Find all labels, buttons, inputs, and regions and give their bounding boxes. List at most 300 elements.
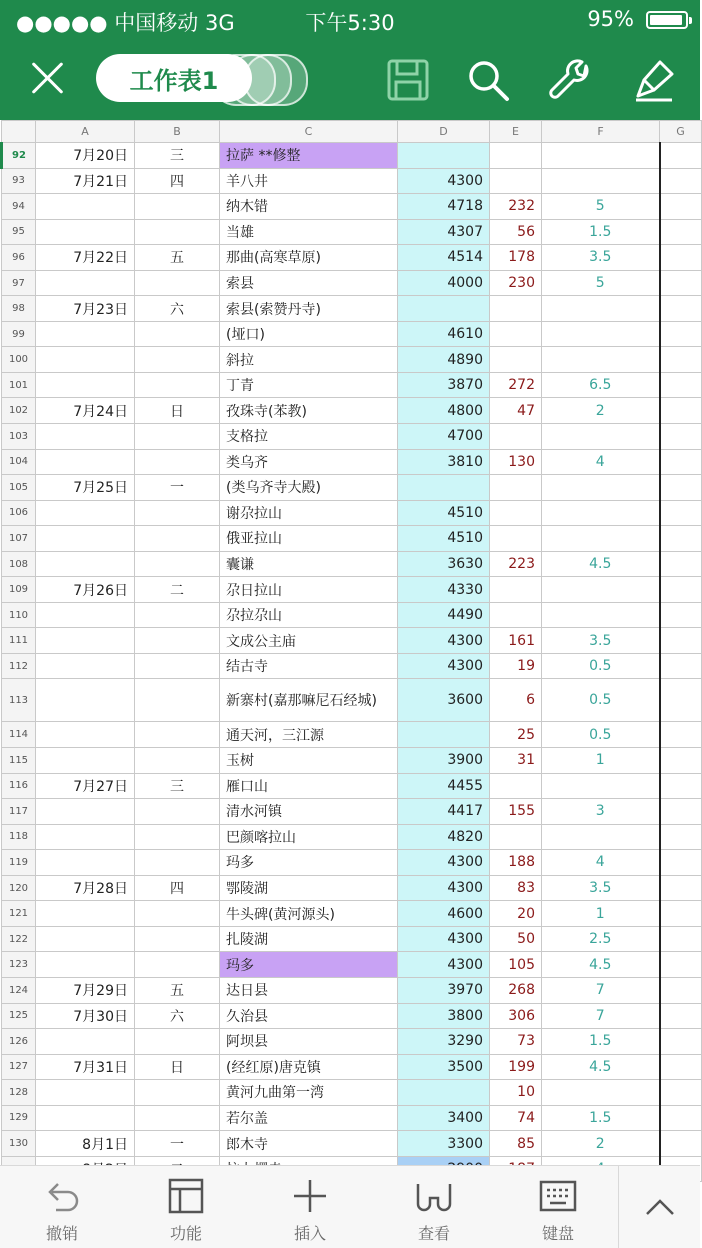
cell-e[interactable]: 230 [490,270,542,296]
cell-f[interactable] [542,500,660,526]
cell-b[interactable]: 一 [135,1131,220,1157]
cell-f[interactable]: 2 [542,398,660,424]
cell-g[interactable] [660,1105,702,1131]
cell-a[interactable]: 7月30日 [36,1003,135,1029]
row-number[interactable]: 126 [2,1029,36,1055]
cell-g[interactable] [660,449,702,475]
cell-e[interactable] [490,526,542,552]
cell-f[interactable]: 6.5 [542,372,660,398]
cell-f[interactable]: 4.5 [542,952,660,978]
cell-e[interactable] [490,143,542,169]
cell-e[interactable]: 83 [490,875,542,901]
row-number[interactable]: 107 [2,526,36,552]
cell-b[interactable]: 三 [135,143,220,169]
cell-d[interactable]: 4514 [398,245,490,271]
cell-f[interactable] [542,602,660,628]
cell-c[interactable]: 俄亚拉山 [220,526,398,552]
row-number[interactable]: 102 [2,398,36,424]
cell-c[interactable]: 支格拉 [220,424,398,450]
cell-f[interactable]: 7 [542,977,660,1003]
cell-f[interactable]: 0.5 [542,653,660,679]
cell-g[interactable] [660,475,702,501]
cell-g[interactable] [660,424,702,450]
cell-d[interactable]: 4718 [398,194,490,220]
row-number[interactable]: 128 [2,1080,36,1106]
search-icon[interactable] [464,56,512,104]
cell-d[interactable]: 4330 [398,577,490,603]
cell-f[interactable]: 5 [542,194,660,220]
cell-f[interactable] [542,347,660,373]
cell-c[interactable]: 玛多 [220,952,398,978]
cell-c[interactable]: 玉树 [220,748,398,774]
cell-e[interactable]: 232 [490,194,542,220]
cell-g[interactable] [660,602,702,628]
cell-b[interactable] [135,372,220,398]
cell-e[interactable]: 31 [490,748,542,774]
cell-b[interactable]: 一 [135,475,220,501]
cell-g[interactable] [660,347,702,373]
cell-a[interactable] [36,926,135,952]
row-number[interactable]: 118 [2,824,36,850]
cell-a[interactable] [36,551,135,577]
cell-c[interactable]: 文成公主庙 [220,628,398,654]
functions-button[interactable] [124,1166,248,1248]
cell-g[interactable] [660,1054,702,1080]
row-number[interactable]: 127 [2,1054,36,1080]
row-number[interactable]: 92 [2,143,36,169]
cell-b[interactable] [135,799,220,825]
cell-g[interactable] [660,773,702,799]
row-number[interactable]: 124 [2,977,36,1003]
cell-e[interactable]: 268 [490,977,542,1003]
row-number[interactable]: 130 [2,1131,36,1157]
cell-d[interactable]: 3400 [398,1105,490,1131]
cell-f[interactable]: 3.5 [542,875,660,901]
cell-f[interactable] [542,526,660,552]
cell-a[interactable] [36,901,135,927]
cell-g[interactable] [660,1029,702,1055]
cell-b[interactable] [135,500,220,526]
row-number[interactable]: 109 [2,577,36,603]
cell-a[interactable] [36,679,135,722]
cell-e[interactable]: 161 [490,628,542,654]
cell-b[interactable]: 日 [135,398,220,424]
cell-c[interactable]: 巴颜喀拉山 [220,824,398,850]
cell-f[interactable] [542,424,660,450]
format-brush-icon[interactable] [630,56,678,104]
cell-e[interactable]: 188 [490,850,542,876]
row-number[interactable]: 104 [2,449,36,475]
cell-b[interactable] [135,952,220,978]
cell-e[interactable]: 130 [490,449,542,475]
cell-c[interactable]: 拉萨 **修整 [220,143,398,169]
cell-c[interactable]: 达日县 [220,977,398,1003]
cell-b[interactable] [135,628,220,654]
cell-b[interactable] [135,194,220,220]
cell-d[interactable] [398,296,490,322]
cell-c[interactable]: 玛多 [220,850,398,876]
cell-f[interactable]: 1.5 [542,1029,660,1055]
cell-c[interactable]: 郎木寺 [220,1131,398,1157]
insert-button[interactable] [248,1166,372,1248]
cell-e[interactable] [490,824,542,850]
cell-c[interactable]: 当雄 [220,219,398,245]
cell-b[interactable]: 五 [135,245,220,271]
cell-c[interactable]: 索县 [220,270,398,296]
cell-b[interactable] [135,449,220,475]
row-number[interactable]: 123 [2,952,36,978]
expand-up-button[interactable] [618,1166,701,1248]
row-number[interactable]: 108 [2,551,36,577]
cell-b[interactable] [135,824,220,850]
cell-f[interactable] [542,824,660,850]
row-number[interactable]: 105 [2,475,36,501]
cell-a[interactable] [36,850,135,876]
cell-e[interactable]: 85 [490,1131,542,1157]
cell-f[interactable] [542,475,660,501]
undo-button[interactable] [0,1166,124,1248]
cell-f[interactable] [542,773,660,799]
cell-a[interactable] [36,1105,135,1131]
cell-e[interactable]: 50 [490,926,542,952]
cell-f[interactable]: 0.5 [542,722,660,748]
cell-a[interactable]: 7月31日 [36,1054,135,1080]
cell-a[interactable] [36,424,135,450]
cell-d[interactable]: 3970 [398,977,490,1003]
cell-d[interactable]: 4600 [398,901,490,927]
cell-f[interactable] [542,168,660,194]
cell-g[interactable] [660,1131,702,1157]
cell-e[interactable]: 47 [490,398,542,424]
cell-a[interactable] [36,748,135,774]
cell-f[interactable]: 7 [542,1003,660,1029]
row-number[interactable]: 117 [2,799,36,825]
cell-c[interactable]: 斜拉 [220,347,398,373]
cell-a[interactable]: 7月26日 [36,577,135,603]
cell-e[interactable] [490,296,542,322]
cell-c[interactable]: 类乌齐 [220,449,398,475]
cell-f[interactable] [542,321,660,347]
cell-g[interactable] [660,551,702,577]
cell-e[interactable] [490,577,542,603]
cell-a[interactable] [36,653,135,679]
cell-d[interactable]: 4300 [398,875,490,901]
cell-c[interactable]: 雁口山 [220,773,398,799]
row-number[interactable]: 112 [2,653,36,679]
cell-g[interactable] [660,926,702,952]
cell-b[interactable]: 四 [135,875,220,901]
cell-a[interactable] [36,1029,135,1055]
cell-e[interactable]: 20 [490,901,542,927]
cell-d[interactable] [398,722,490,748]
cell-c[interactable]: 谢尕拉山 [220,500,398,526]
cell-f[interactable] [542,1080,660,1106]
column-header[interactable]: A [36,121,135,143]
cell-d[interactable]: 3800 [398,1003,490,1029]
row-number[interactable]: 101 [2,372,36,398]
cell-g[interactable] [660,398,702,424]
cell-c[interactable]: 索县(索赞丹寺) [220,296,398,322]
cell-b[interactable]: 二 [135,577,220,603]
spreadsheet-grid[interactable] [0,120,700,1165]
cell-e[interactable]: 73 [490,1029,542,1055]
column-header[interactable]: G [660,121,702,143]
corner-cell[interactable] [2,121,36,143]
row-number[interactable]: 129 [2,1105,36,1131]
column-header[interactable]: F [542,121,660,143]
cell-g[interactable] [660,296,702,322]
row-number[interactable]: 114 [2,722,36,748]
row-number[interactable]: 120 [2,875,36,901]
cell-g[interactable] [660,952,702,978]
cell-d[interactable]: 4300 [398,168,490,194]
cell-f[interactable]: 1.5 [542,219,660,245]
cell-f[interactable] [542,143,660,169]
cell-f[interactable]: 4.5 [542,551,660,577]
column-header[interactable]: E [490,121,542,143]
cell-e[interactable] [490,773,542,799]
cell-e[interactable]: 178 [490,245,542,271]
cell-b[interactable]: 三 [135,773,220,799]
cell-f[interactable]: 2 [542,1131,660,1157]
cell-c[interactable]: 孜珠寺(苯教) [220,398,398,424]
cell-g[interactable] [660,653,702,679]
cell-a[interactable] [36,500,135,526]
cell-e[interactable]: 223 [490,551,542,577]
cell-a[interactable] [36,722,135,748]
cell-f[interactable] [542,296,660,322]
cell-a[interactable] [36,270,135,296]
cell-g[interactable] [660,372,702,398]
cell-b[interactable] [135,653,220,679]
cell-d[interactable]: 3810 [398,449,490,475]
cell-g[interactable] [660,850,702,876]
cell-c[interactable]: 尕拉尕山 [220,602,398,628]
row-number[interactable]: 111 [2,628,36,654]
cell-e[interactable]: 25 [490,722,542,748]
cell-a[interactable] [36,628,135,654]
cell-c[interactable]: 久治县 [220,1003,398,1029]
cell-e[interactable]: 155 [490,799,542,825]
cell-d[interactable] [398,475,490,501]
cell-d[interactable]: 4890 [398,347,490,373]
cell-c[interactable]: 黄河九曲第一湾 [220,1080,398,1106]
sheet-switcher[interactable] [96,54,286,104]
view-button[interactable] [372,1166,496,1248]
cell-c[interactable]: 扎陵湖 [220,926,398,952]
cell-g[interactable] [660,526,702,552]
cell-a[interactable] [36,824,135,850]
cell-a[interactable] [36,799,135,825]
cell-b[interactable] [135,1029,220,1055]
cell-e[interactable]: 74 [490,1105,542,1131]
cell-f[interactable]: 3.5 [542,628,660,654]
cell-f[interactable] [542,577,660,603]
row-number[interactable]: 110 [2,602,36,628]
close-icon[interactable] [30,60,66,96]
cell-a[interactable] [36,194,135,220]
cell-f[interactable]: 1 [542,901,660,927]
row-number[interactable]: 115 [2,748,36,774]
cell-a[interactable]: 7月23日 [36,296,135,322]
cell-c[interactable]: 通天河，三江源 [220,722,398,748]
cell-b[interactable] [135,1105,220,1131]
cell-a[interactable]: 7月28日 [36,875,135,901]
cell-a[interactable] [36,347,135,373]
cell-b[interactable] [135,321,220,347]
cell-d[interactable]: 4307 [398,219,490,245]
row-number[interactable]: 116 [2,773,36,799]
cell-e[interactable]: 105 [490,952,542,978]
cell-g[interactable] [660,722,702,748]
cell-b[interactable] [135,901,220,927]
cell-e[interactable] [490,602,542,628]
column-header[interactable]: B [135,121,220,143]
cell-e[interactable]: 56 [490,219,542,245]
row-number[interactable]: 95 [2,219,36,245]
wrench-icon[interactable] [546,56,594,104]
cell-e[interactable] [490,168,542,194]
cell-c[interactable]: 囊谦 [220,551,398,577]
cell-b[interactable] [135,270,220,296]
cell-a[interactable]: 7月21日 [36,168,135,194]
cell-b[interactable]: 五 [135,977,220,1003]
column-header[interactable]: C [220,121,398,143]
cell-g[interactable] [660,577,702,603]
cell-d[interactable]: 3300 [398,1131,490,1157]
cell-b[interactable] [135,679,220,722]
cell-b[interactable]: 六 [135,1003,220,1029]
cell-c[interactable]: 若尔盖 [220,1105,398,1131]
cell-f[interactable]: 4 [542,449,660,475]
cell-a[interactable] [36,602,135,628]
cell-e[interactable]: 19 [490,653,542,679]
row-number[interactable]: 99 [2,321,36,347]
cell-e[interactable] [490,500,542,526]
cell-b[interactable] [135,602,220,628]
column-header[interactable]: D [398,121,490,143]
row-number[interactable]: 94 [2,194,36,220]
cell-b[interactable]: 四 [135,168,220,194]
cell-g[interactable] [660,748,702,774]
cell-d[interactable]: 4610 [398,321,490,347]
cell-d[interactable] [398,1080,490,1106]
row-number[interactable]: 103 [2,424,36,450]
cell-e[interactable]: 199 [490,1054,542,1080]
cell-d[interactable]: 4490 [398,602,490,628]
cell-c[interactable]: 丁青 [220,372,398,398]
cell-d[interactable]: 4510 [398,526,490,552]
cell-f[interactable]: 1 [542,748,660,774]
row-number[interactable]: 98 [2,296,36,322]
save-icon[interactable] [384,56,432,104]
cell-d[interactable]: 3600 [398,679,490,722]
cell-b[interactable] [135,551,220,577]
cell-f[interactable]: 4 [542,850,660,876]
cell-c[interactable]: (类乌齐寺大殿) [220,475,398,501]
cell-a[interactable]: 8月1日 [36,1131,135,1157]
cell-a[interactable]: 7月29日 [36,977,135,1003]
cell-b[interactable] [135,722,220,748]
cell-d[interactable] [398,143,490,169]
cell-g[interactable] [660,977,702,1003]
cell-c[interactable]: 结古寺 [220,653,398,679]
cell-b[interactable] [135,1080,220,1106]
cell-a[interactable] [36,321,135,347]
cell-a[interactable] [36,372,135,398]
cell-f[interactable]: 2.5 [542,926,660,952]
row-number[interactable]: 97 [2,270,36,296]
cell-e[interactable]: 272 [490,372,542,398]
cell-a[interactable]: 7月25日 [36,475,135,501]
cell-e[interactable] [490,475,542,501]
cell-d[interactable]: 4300 [398,952,490,978]
cell-c[interactable]: (垭口) [220,321,398,347]
cell-g[interactable] [660,824,702,850]
cell-b[interactable]: 日 [135,1054,220,1080]
cell-d[interactable]: 4510 [398,500,490,526]
cell-g[interactable] [660,194,702,220]
cell-a[interactable]: 7月22日 [36,245,135,271]
cell-b[interactable] [135,424,220,450]
cell-a[interactable] [36,526,135,552]
cell-d[interactable]: 4000 [398,270,490,296]
cell-d[interactable]: 3500 [398,1054,490,1080]
cell-d[interactable]: 4417 [398,799,490,825]
row-number[interactable]: 113 [2,679,36,722]
cell-a[interactable] [36,1080,135,1106]
row-number[interactable]: 119 [2,850,36,876]
cell-g[interactable] [660,143,702,169]
cell-g[interactable] [660,321,702,347]
cell-b[interactable] [135,926,220,952]
cell-c[interactable]: 尕日拉山 [220,577,398,603]
cell-e[interactable] [490,424,542,450]
cell-d[interactable]: 4300 [398,850,490,876]
cell-c[interactable]: 纳木错 [220,194,398,220]
cell-f[interactable]: 3 [542,799,660,825]
row-number[interactable]: 121 [2,901,36,927]
cell-c[interactable]: 鄂陵湖 [220,875,398,901]
cell-g[interactable] [660,245,702,271]
cell-c[interactable]: 羊八井 [220,168,398,194]
cell-e[interactable] [490,347,542,373]
cell-a[interactable]: 7月27日 [36,773,135,799]
cell-d[interactable]: 3870 [398,372,490,398]
cell-d[interactable]: 4300 [398,628,490,654]
cell-d[interactable]: 3900 [398,748,490,774]
cell-c[interactable]: 新寨村(嘉那嘛尼石经城) [220,679,398,722]
cell-g[interactable] [660,219,702,245]
cell-d[interactable]: 3290 [398,1029,490,1055]
row-number[interactable]: 122 [2,926,36,952]
cell-d[interactable]: 4300 [398,926,490,952]
row-number[interactable]: 96 [2,245,36,271]
cell-a[interactable] [36,449,135,475]
cell-e[interactable]: 6 [490,679,542,722]
cell-c[interactable]: 牛头碑(黄河源头) [220,901,398,927]
cell-f[interactable]: 4.5 [542,1054,660,1080]
cell-f[interactable]: 1.5 [542,1105,660,1131]
keyboard-button[interactable] [496,1166,620,1248]
cell-g[interactable] [660,679,702,722]
cell-g[interactable] [660,1080,702,1106]
row-number[interactable]: 125 [2,1003,36,1029]
cell-g[interactable] [660,1003,702,1029]
cell-g[interactable] [660,901,702,927]
cell-d[interactable]: 3630 [398,551,490,577]
cell-d[interactable]: 4700 [398,424,490,450]
